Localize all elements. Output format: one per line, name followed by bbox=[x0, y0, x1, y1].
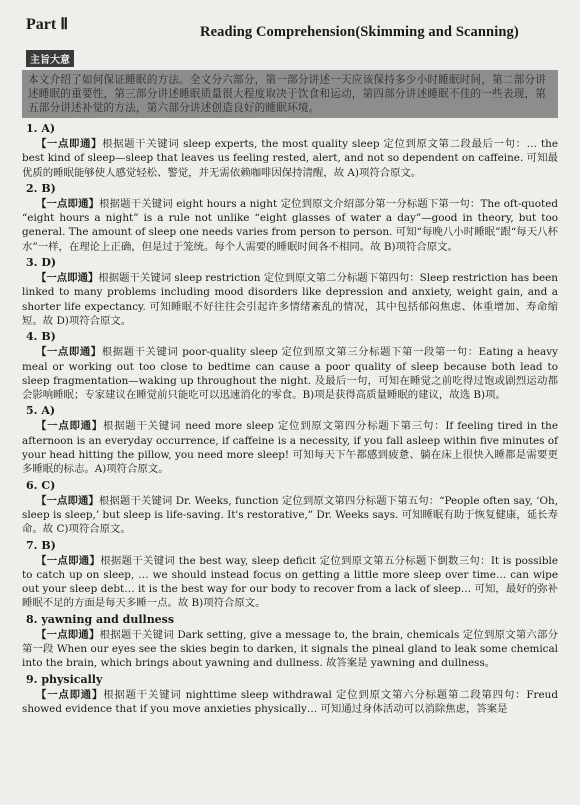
explanation-prefix: 【一点即通】 bbox=[36, 420, 103, 433]
part-label: Part Ⅱ bbox=[26, 16, 69, 33]
answer-item bbox=[22, 182, 558, 254]
answer-explanation bbox=[22, 688, 558, 717]
explanation-text: 根据题干关键词 Dark setting, give a message to, the brain, chemicals 定位到原文第六部分第一段 When our eyes see the skies begin to darken, it signals the pineal gland to leak some chemical into the brain, which brings about yawning and dullness. 故答案是 yawning and dullness。 bbox=[22, 628, 559, 670]
explanation-text: 根据题干关键词 need more sleep 定位到原文第四分标题下第三句：If feeling tired in the afternoon is an everyday occurrence, if caffeine is a necessity, if you fall asleep within five minutes of your head hitting the pillow, you need more sleep! 可知每天下午都感到疲惫、躺在床上很快入睡都是需要更多睡眠的标志。A)项符合原文。 bbox=[22, 420, 559, 476]
explanation-prefix: 【一点即通】 bbox=[36, 554, 101, 567]
answer-explanation bbox=[22, 494, 558, 537]
answer-item bbox=[22, 330, 558, 402]
explanation-prefix: 【一点即通】 bbox=[36, 346, 102, 359]
explanation-text: 根据题干关键词 poor-quality sleep 定位到原文第三分标题下第一段第一句：Eating a heavy meal or working out too close to bedtime can cause a poor quality of sleep because both lead to sleep fragmentation—waking up throughout the night. 及最后一句，可知在睡觉之前吃得过饱或剧烈运动都会影响睡眠；专家建议在睡觉前只能吃可以迅速消化的零食。B)项是获得高质量睡眠的建议，故选 B)项。 bbox=[22, 346, 558, 402]
answer-item bbox=[22, 539, 558, 611]
answer-item bbox=[22, 479, 558, 537]
explanation-text: 根据题干关键词 eight hours a night 定位到原文介绍部分第一分标题下第一句：The oft-quoted “eight hours a night” is a rule not unlike “eight glasses of water a day”—good in theory, but too general. The amount of sleep one needs varies from person to person. 可知“每晚八小时睡眠”跟“每天八杯水”一样，在理论上正确，但是过于笼统。每个人需要的睡眠时间各不相同。故 B)项符合原文。 bbox=[22, 197, 559, 253]
explanation-text: 根据题干关键词 sleep restriction 定位到原文第二分标题下第四句：Sleep restriction has been linked to many problems including mood disorders like depression and anxiety, weight gain, and a shorter life expectancy. 可知睡眠不好往往会引起许多情绪紊乱的情况，其中包括郁闷焦虑、体重增加、寿命缩短。故 D)项符合原文。 bbox=[22, 272, 558, 327]
answer-explanation bbox=[22, 345, 558, 402]
answer-number: 3. D) bbox=[26, 256, 57, 270]
answer-explanation bbox=[22, 628, 558, 671]
answer-explanation bbox=[22, 419, 558, 476]
answer-number: 4. B) bbox=[26, 330, 56, 344]
answer-item bbox=[22, 122, 558, 180]
page-header bbox=[22, 6, 558, 46]
summary-text: 本文介绍了如何保证睡眠的方法。全文分六部分，第一部分讲述一天应该保持多少小时睡眠时间，第二部分讲述睡眠的重要性，第三部分讲述睡眠质量很大程度取决于饮食和运动，第四部分讲述睡眠不佳的一些表现，第五部分讲述补觉的方法，第六部分讲述创造良好的睡眠环境。 bbox=[22, 70, 558, 118]
answer-number: 8. yawning and dullness bbox=[26, 612, 175, 626]
explanation-text: 根据题干关键词 sleep experts, the most quality sleep 定位到原文第二段最后一句：… the best kind of sleep—sleep that leaves us feeling rested, alert, and not so dependent on caffeine. 可知最优质的睡眠能够使人感觉轻松、警觉，并无需依赖咖啡因保持清醒，故 A)项符合原文。 bbox=[22, 138, 559, 179]
answer-item bbox=[22, 404, 558, 476]
answer-item bbox=[22, 613, 558, 671]
answer-item bbox=[22, 256, 558, 328]
answer-number: 2. B) bbox=[26, 181, 56, 195]
answer-item bbox=[22, 673, 558, 717]
explanation-text: 根据题干关键词 Dr. Weeks, function 定位到原文第四分标题下第五句：“People often say, ‘Oh, sleep is sleep,’ but sleep is life-saving. It's restorative,” Dr. Weeks says. 可知睡眠有助于恢复健康，延长寿命。故 C)项符合原文。 bbox=[22, 494, 558, 536]
answer-number: 1. A) bbox=[26, 122, 56, 135]
answer-explanation bbox=[22, 197, 558, 254]
answer-explanation bbox=[22, 271, 558, 328]
explanation-text: 根据题干关键词 nighttime sleep withdrawal 定位到原文第六分标题第二段第四句：Freud showed evidence that if you move anxieties physically… 可知通过身体活动可以消除焦虑，答案是 bbox=[22, 688, 559, 715]
answer-number: 5. A) bbox=[26, 404, 56, 418]
explanation-prefix: 【一点即通】 bbox=[36, 272, 99, 285]
answer-list bbox=[22, 122, 558, 716]
explanation-prefix: 【一点即通】 bbox=[36, 494, 99, 507]
explanation-prefix: 【一点即通】 bbox=[36, 628, 100, 641]
explanation-prefix: 【一点即通】 bbox=[36, 138, 103, 150]
answer-number: 6. C) bbox=[26, 478, 56, 492]
answer-explanation bbox=[22, 137, 558, 180]
explanation-prefix: 【一点即通】 bbox=[36, 197, 100, 210]
explanation-prefix: 【一点即通】 bbox=[36, 688, 104, 701]
answer-explanation bbox=[22, 554, 558, 611]
answer-number: 9. physically bbox=[26, 672, 103, 686]
explanation-text: 根据题干关键词 the best way, sleep deficit 定位到原文第五分标题下倒数三句：It is possible to catch up on sleep, … we should instead focus on getting a little more sleep over time… can wipe out your sleep debt… it is the best way for our body to recover from a lack of sleep… 可知，最好的弥补睡眠不足的方面是每天多睡一点。故 B)项符合原文。 bbox=[22, 554, 558, 610]
answer-number: 7. B) bbox=[26, 538, 56, 552]
summary-section bbox=[22, 48, 558, 118]
section-title: Reading Comprehension(Skimming and Scanning) bbox=[200, 24, 519, 40]
summary-tag: 主旨大意 bbox=[26, 50, 74, 67]
